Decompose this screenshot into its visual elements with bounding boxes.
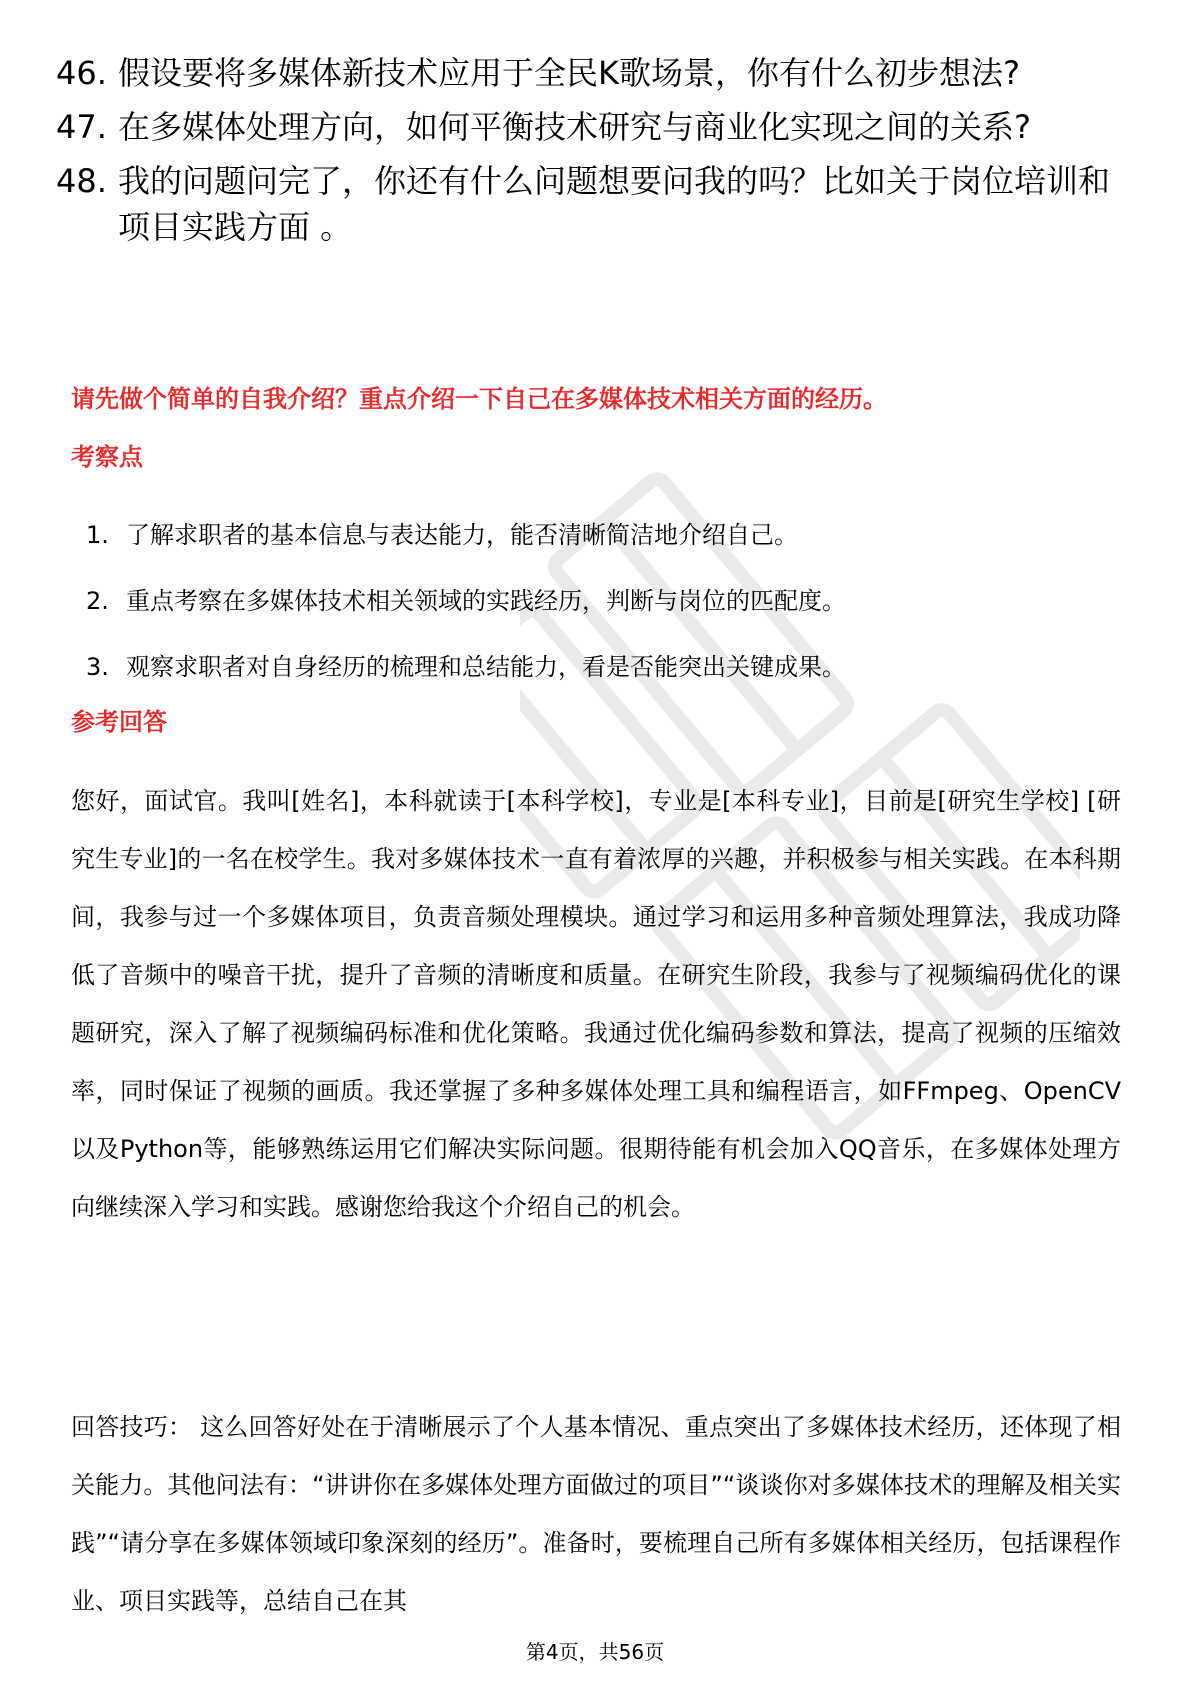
- question-list: [56, 50, 1116, 258]
- question-number: 48.: [56, 162, 107, 200]
- point-number: 3.: [86, 653, 109, 681]
- question-item: [56, 158, 1116, 250]
- answer-tips-text: 回答技巧： 这么回答好处在于清晰展示了个人基本情况、重点突出了多媒体技术经历，还体现了相关能力。其他问法有：“讲讲你在多媒体处理方面做过的项目”“谈谈你对多媒体技术的理解及相关实践”“请分享在多媒体领域印象深刻的经历”。准备时，要梳理自己所有多媒体相关经历，包括课程作业、项目实践等，总结自己在其: [71, 1413, 1121, 1615]
- question-number: 47.: [56, 108, 107, 146]
- assessment-point: [86, 650, 1086, 684]
- assessment-point: [86, 584, 1086, 618]
- question-item: [56, 104, 1116, 150]
- point-number: 2.: [86, 587, 109, 615]
- assessment-points-label: 考察点: [71, 443, 143, 471]
- question-text: 在多媒体处理方向，如何平衡技术研究与商业化实现之间的关系?: [118, 108, 1031, 146]
- reference-answer-text: 您好，面试官。我叫[姓名]，本科就读于[本科学校]，专业是[本科专业]，目前是[研究生学校] [研究生专业]的一名在校学生。我对多媒体技术一直有着浓厚的兴趣，并积极参与相关实践。在本科期间，我参与过一个多媒体项目，负责音频处理模块。通过学习和运用多种音频处理算法，我成功降低了音频中的噪音干扰，提升了音频的清晰度和质量。在研究生阶段，我参与了视频编码优化的课题研究，深入了解了视频编码标准和优化策略。我通过优化编码参数和算法，提高了视频的压缩效率，同时保证了视频的画质。我还掌握了多种多媒体处理工具和编程语言，如FFmpeg、OpenCV以及Python等，能够熟练运用它们解决实际问题。很期待能有机会加入QQ音乐，在多媒体处理方向继续深入学习和实践。感谢您给我这个介绍自己的机会。: [71, 787, 1121, 1221]
- point-text: 观察求职者对自身经历的梳理和总结能力，看是否能突出关键成果。: [126, 653, 846, 681]
- page-number-footer: 第4页，共56页: [525, 1640, 665, 1664]
- question-number: 46.: [56, 54, 107, 92]
- assessment-points-list: [86, 518, 1086, 716]
- point-number: 1.: [86, 521, 109, 549]
- assessment-point: [86, 518, 1086, 552]
- question-heading: 请先做个简单的自我介绍？重点介绍一下自己在多媒体技术相关方面的经历。: [71, 385, 887, 413]
- question-text: 我的问题问完了，你还有什么问题想要问我的吗？比如关于岗位培训和项目实践方面 。: [118, 162, 1111, 246]
- point-text: 重点考察在多媒体技术相关领域的实践经历，判断与岗位的匹配度。: [126, 587, 846, 615]
- question-item: [56, 50, 1116, 96]
- reference-answer-label: 参考回答: [71, 708, 167, 736]
- point-text: 了解求职者的基本信息与表达能力，能否清晰简洁地介绍自己。: [126, 521, 798, 549]
- question-text: 假设要将多媒体新技术应用于全民K歌场景，你有什么初步想法?: [118, 54, 1020, 92]
